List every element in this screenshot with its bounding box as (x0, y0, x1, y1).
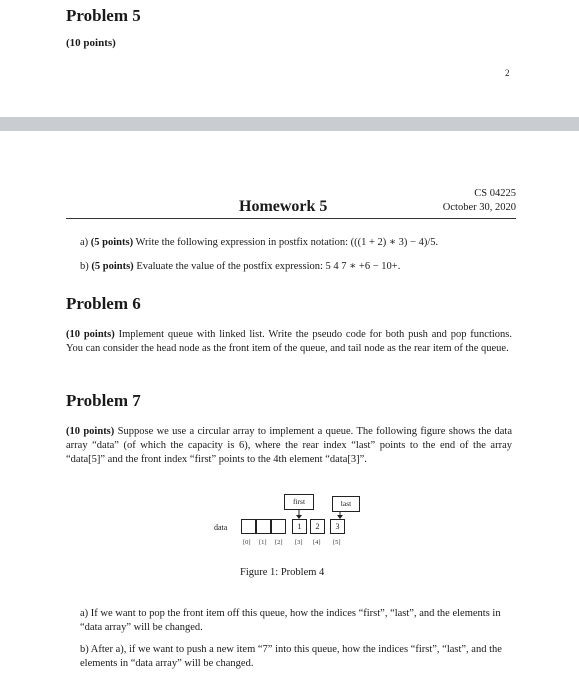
page-separator (0, 117, 579, 131)
problem7-body: (10 points) Suppose we use a circular array to implement a queue. The following figure shows the data array “data” (of which the capacity is 6), where the rear index “last” points to the end of the array “data[5]” and the front index “first” points to the 4th element “data[3]”. (66, 426, 512, 465)
homework-title: Homework 5 (239, 198, 328, 215)
last-label-box: last (332, 496, 360, 512)
array-cell-5: 3 (330, 519, 345, 534)
problem5-item-b: b) (5 points) Evaluate the value of the postfix expression: 5 4 7 ∗ +6 − 10+. (80, 261, 401, 272)
course-code: CS 04225 (474, 188, 516, 199)
array-index-1: [1] (259, 539, 267, 546)
circular-array-figure (200, 490, 380, 560)
homework-date: October 30, 2020 (442, 202, 516, 213)
array-cell-1 (256, 519, 271, 534)
figure-caption: Figure 1: Problem 4 (240, 567, 325, 578)
data-array-label: data (214, 523, 228, 532)
array-index-4: [4] (313, 539, 321, 546)
array-index-0: [0] (243, 539, 251, 546)
problem6-body: (10 points) Implement queue with linked list. Write the pseudo code for both push and pop functions. You can consider the head node as the front item of the queue, and tail node as the rear item of the queue. (66, 329, 512, 354)
array-index-5: [5] (333, 539, 341, 546)
array-cell-2 (271, 519, 286, 534)
problem5-title: Problem 5 (66, 6, 141, 25)
first-label-box: first (284, 494, 314, 510)
array-cell-0 (241, 519, 256, 534)
page-number: 2 (505, 68, 510, 78)
problem7-item-b: b) After a), if we want to push a new item “7” into this queue, how the indices “first”, “last”, and the elements in “data array” will be changed. (80, 644, 502, 669)
array-cell-4: 2 (310, 519, 325, 534)
array-index-2: [2] (275, 539, 283, 546)
header-rule (66, 218, 516, 219)
problem7-item-a: a) If we want to pop the front item off this queue, how the indices “first”, “last”, and the elements in “data array” will be changed. (80, 608, 501, 633)
array-cell-3: 1 (292, 519, 307, 534)
problem5-item-a: a) (5 points) Write the following expression in postfix notation: (((1 + 2) ∗ 3) − 4)/5. (80, 237, 439, 248)
array-index-3: [3] (295, 539, 303, 546)
problem6-title: Problem 6 (66, 294, 141, 313)
problem7-title: Problem 7 (66, 391, 141, 410)
problem5-points: (10 points) (66, 37, 116, 49)
